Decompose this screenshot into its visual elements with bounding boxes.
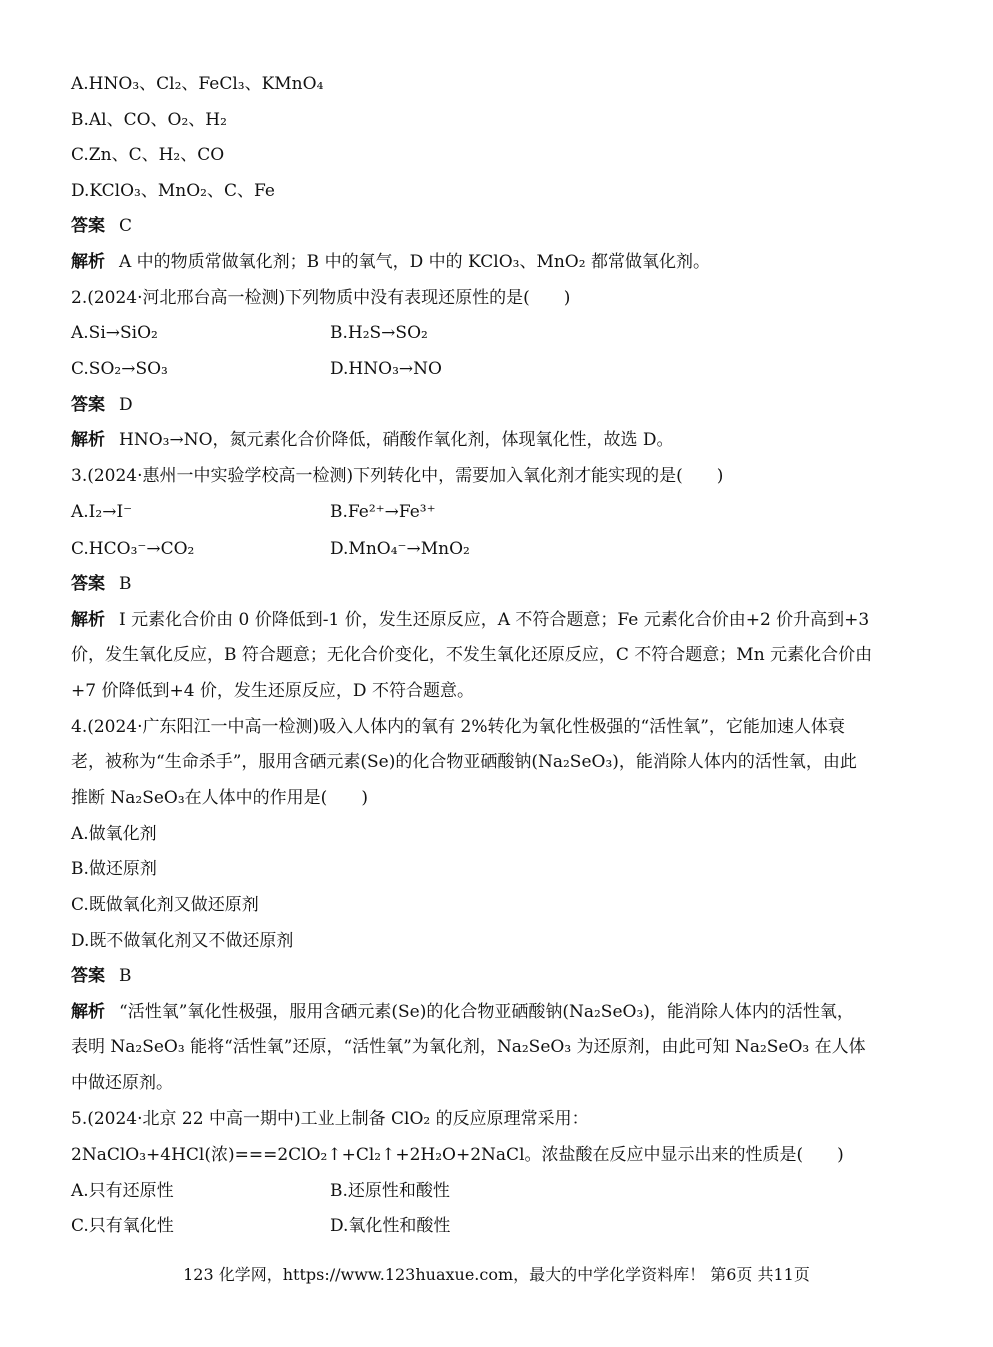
q2-option-c: C.SO₂→SO₃ (71, 359, 168, 379)
q3-option-b: B.Fe²⁺→Fe³⁺ (330, 502, 436, 522)
analysis-text: HNO₃→NO，氮元素化合价降低，硝酸作氧化剂，体现氧化性，故选 D。 (119, 430, 674, 450)
q3-answer-row (71, 572, 931, 596)
q4-stem-line2: 老，被称为“生命杀手”，服用含硒元素(Se)的化合物亚硒酸钠(Na₂SeO₃)，能消除人体内的活性氧，由此 (71, 752, 857, 772)
q1-option-c: C.Zn、C、H₂、CO (71, 145, 225, 165)
q2-options-row2 (71, 357, 931, 381)
q4-analysis-row (71, 1000, 931, 1024)
q2-stem: 2.(2024·河北邢台高一检测)下列物质中没有表现还原性的是( ) (71, 288, 571, 308)
q2-answer-row (71, 393, 931, 417)
answer-label: 答案 (71, 395, 105, 415)
q4-option-b: B.做还原剂 (71, 859, 157, 879)
q1-option-b: B.Al、CO、O₂、H₂ (71, 110, 227, 130)
q5-option-b: B.还原性和酸性 (330, 1181, 450, 1201)
q5-options-row1 (71, 1179, 931, 1203)
q5-option-c: C.只有氧化性 (71, 1216, 174, 1236)
q2-analysis-row (71, 428, 931, 452)
q5-stem-line1: 5.(2024·北京 22 中高一期中)工业上制备 ClO₂ 的反应原理常采用： (71, 1109, 589, 1129)
q4-stem-line1: 4.(2024·广东阳江一中高一检测)吸入人体内的氧有 2%转化为氧化性极强的“活性氧”，它能加速人体衰 (71, 717, 845, 737)
analysis-label: 解析 (71, 610, 105, 630)
analysis-text: A 中的物质常做氧化剂；B 中的氧气，D 中的 KClO₃、MnO₂ 都常做氧化剂。 (119, 252, 710, 272)
q2-options-row1 (71, 321, 931, 345)
q5-stem-line2: 2NaClO₃+4HCl(浓)===2ClO₂↑+Cl₂↑+2H₂O+2NaCl。浓盐酸在反应中显示出来的性质是( ) (71, 1145, 844, 1165)
q3-stem: 3.(2024·惠州一中实验学校高一检测)下列转化中，需要加入氧化剂才能实现的是( ) (71, 466, 724, 486)
q3-analysis-row (71, 608, 931, 632)
analysis-text: I 元素化合价由 0 价降低到-1 价，发生还原反应，A 不符合题意；Fe 元素化合价由+2 价升高到+3 (119, 610, 870, 630)
answer-label: 答案 (71, 574, 105, 594)
answer-value: C (119, 216, 133, 236)
q4-stem-line3: 推断 Na₂SeO₃在人体中的作用是( ) (71, 788, 368, 808)
q3-option-c: C.HCO₃⁻→CO₂ (71, 539, 195, 559)
page-footer: 123 化学网，https://www.123huaxue.com，最大的中学化学资料库！ 第6页 共11页 (183, 1265, 810, 1284)
q4-analysis-line2: 表明 Na₂SeO₃ 能将“活性氧”还原，“活性氧”为氧化剂，Na₂SeO₃ 为还原剂，由此可知 Na₂SeO₃ 在人体 (71, 1037, 866, 1057)
q3-option-a: A.I₂→I⁻ (71, 502, 133, 522)
answer-label: 答案 (71, 966, 105, 986)
q4-option-d: D.既不做氧化剂又不做还原剂 (71, 931, 294, 951)
answer-value: D (119, 395, 133, 415)
q3-options-row1 (71, 500, 931, 524)
analysis-label: 解析 (71, 252, 105, 272)
q2-option-a: A.Si→SiO₂ (71, 323, 158, 343)
q4-analysis-line3: 中做还原剂。 (71, 1073, 173, 1093)
q4-answer-row (71, 964, 931, 988)
analysis-label: 解析 (71, 1002, 105, 1022)
q2-option-b: B.H₂S→SO₂ (330, 323, 428, 343)
analysis-text: “活性氧”氧化性极强，服用含硒元素(Se)的化合物亚硒酸钠(Na₂SeO₃)，能消除人体内的活性氧， (119, 1002, 854, 1022)
q3-option-d: D.MnO₄⁻→MnO₂ (330, 539, 470, 559)
q5-options-row2 (71, 1214, 931, 1238)
q1-option-d: D.KClO₃、MnO₂、C、Fe (71, 181, 275, 201)
q2-option-d: D.HNO₃→NO (330, 359, 442, 379)
q5-option-d: D.氧化性和酸性 (330, 1216, 451, 1236)
answer-value: B (119, 574, 132, 594)
q3-analysis-line2: 价，发生氧化反应，B 符合题意；无化合价变化，不发生氧化还原反应，C 不符合题意；Mn 元素化合价由 (71, 645, 873, 665)
answer-label: 答案 (71, 216, 105, 236)
q4-option-a: A.做氧化剂 (71, 824, 157, 844)
q5-option-a: A.只有还原性 (71, 1181, 174, 1201)
q4-option-c: C.既做氧化剂又做还原剂 (71, 895, 259, 915)
q1-answer-row (71, 214, 931, 238)
q1-option-a: A.HNO₃、Cl₂、FeCl₃、KMnO₄ (71, 74, 324, 94)
q1-analysis-row (71, 250, 931, 274)
analysis-label: 解析 (71, 430, 105, 450)
answer-value: B (119, 966, 132, 986)
q3-analysis-line3: +7 价降低到+4 价，发生还原反应，D 不符合题意。 (71, 681, 474, 701)
q3-options-row2 (71, 537, 931, 561)
